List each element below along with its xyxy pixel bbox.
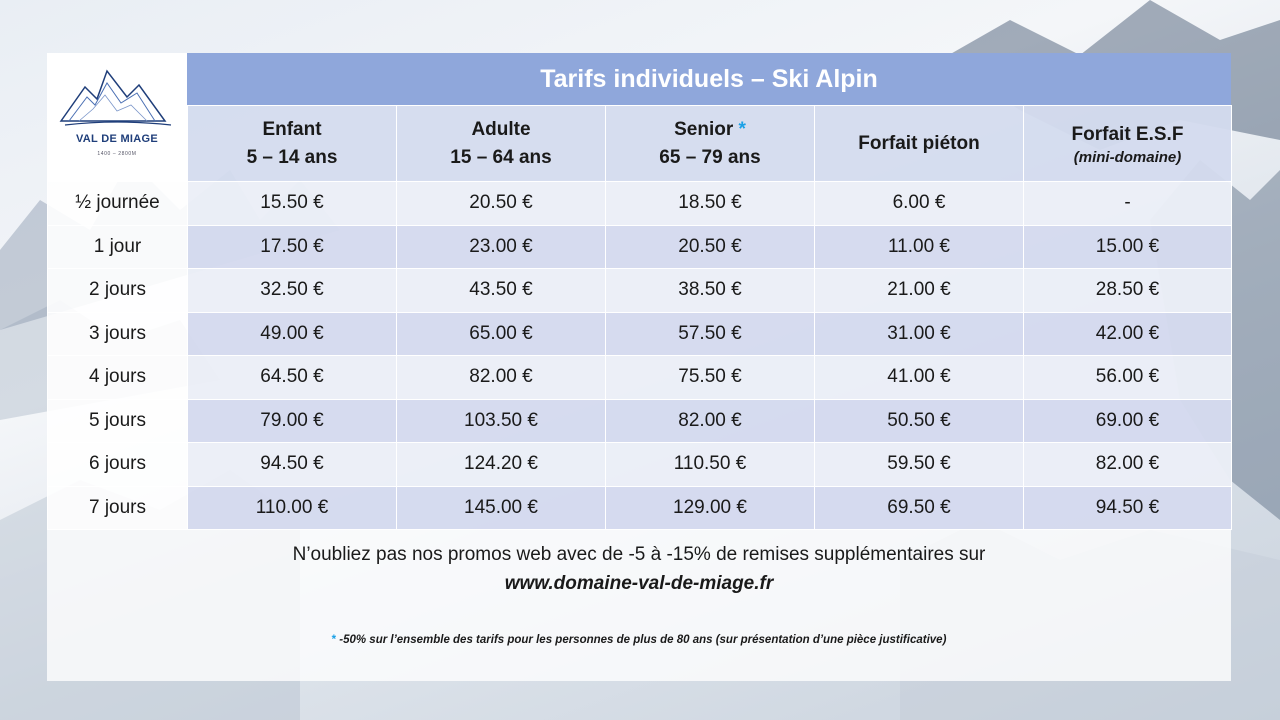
price-cell: 38.50 € [606,269,815,313]
price-cell: 145.00 € [397,486,606,530]
price-cell: 94.50 € [1024,486,1232,530]
price-cell: 82.00 € [606,399,815,443]
price-cell: 69.00 € [1024,399,1232,443]
price-cell: 110.50 € [606,443,815,487]
column-header-title: Forfait piéton [858,132,980,154]
price-cell: 15.00 € [1024,225,1232,269]
price-cell: 65.00 € [397,312,606,356]
price-table [47,105,1232,530]
row-label: 3 jours [48,312,188,356]
price-cell: 6.00 € [815,182,1024,226]
row-label: ½ journée [48,182,188,226]
promo-message: N’oubliez pas nos promos web avec de -5 à -15% de remises supplémentaires sur [292,544,986,565]
asterisk-marker: * [738,118,746,140]
price-cell: 41.00 € [815,356,1024,400]
footnote [47,634,1231,646]
price-cell: 21.00 € [815,269,1024,313]
price-cell: 57.50 € [606,312,815,356]
table-row [48,312,1232,356]
price-cell: 18.50 € [606,182,815,226]
price-cell: 20.50 € [397,182,606,226]
header-empty-cell [48,106,188,182]
table-row [48,486,1232,530]
table-row [48,356,1232,400]
price-cell: 42.00 € [1024,312,1232,356]
column-header-forfait-esf [1024,106,1232,182]
column-header-subtitle: 5 – 14 ans [246,146,338,168]
footnote-asterisk: * [331,634,337,646]
column-header-senior [606,106,815,182]
row-label: 4 jours [48,356,188,400]
price-cell: 75.50 € [606,356,815,400]
column-header-adulte [397,106,606,182]
price-cell: 59.50 € [815,443,1024,487]
table-row [48,182,1232,226]
table-header-row [48,106,1232,182]
price-cell: 49.00 € [188,312,397,356]
price-cell: 56.00 € [1024,356,1232,400]
price-cell: 11.00 € [815,225,1024,269]
table-row [48,399,1232,443]
logo-altitude: 1400 – 2800M [97,151,137,157]
price-cell: 79.00 € [188,399,397,443]
price-cell: 20.50 € [606,225,815,269]
price-cell: 82.00 € [1024,443,1232,487]
row-label: 1 jour [48,225,188,269]
price-cell: 124.20 € [397,443,606,487]
column-header-subtitle: 15 – 64 ans [450,146,552,168]
price-cell: 50.50 € [815,399,1024,443]
column-header-title: Senior [674,118,734,140]
footnote-text: -50% sur l’ensemble des tarifs pour les personnes de plus de 80 ans (sur présentation d’une pièce justificative) [339,634,947,646]
column-header-title: Enfant [262,118,322,140]
table-row [48,269,1232,313]
price-cell: 31.00 € [815,312,1024,356]
price-cell: 103.50 € [397,399,606,443]
price-cell: 129.00 € [606,486,815,530]
price-cell: 28.50 € [1024,269,1232,313]
column-header-subtitle: (mini-domaine) [1073,148,1182,166]
price-cell: 17.50 € [188,225,397,269]
price-cell: 15.50 € [188,182,397,226]
column-header-title: Forfait E.S.F [1071,123,1184,145]
price-cell: 32.50 € [188,269,397,313]
row-label: 2 jours [48,269,188,313]
promo-text-block [47,540,1231,598]
price-cell: - [1024,182,1232,226]
table-row [48,443,1232,487]
row-label: 6 jours [48,443,188,487]
price-cell: 64.50 € [188,356,397,400]
table-row [48,225,1232,269]
table-title: Tarifs individuels – Ski Alpin [187,53,1231,105]
row-label: 7 jours [48,486,188,530]
column-header-title: Adulte [471,118,531,140]
price-cell: 110.00 € [188,486,397,530]
column-header-enfant [188,106,397,182]
price-cell: 23.00 € [397,225,606,269]
price-cell: 43.50 € [397,269,606,313]
column-header-forfait-pieton [815,106,1024,182]
price-cell: 94.50 € [188,443,397,487]
price-cell: 82.00 € [397,356,606,400]
price-cell: 69.50 € [815,486,1024,530]
row-label: 5 jours [48,399,188,443]
column-header-subtitle: 65 – 79 ans [659,146,761,168]
logo-name: VAL DE MIAGE [75,133,159,145]
website-link[interactable]: www.domaine-val-de-miage.fr [504,573,774,594]
